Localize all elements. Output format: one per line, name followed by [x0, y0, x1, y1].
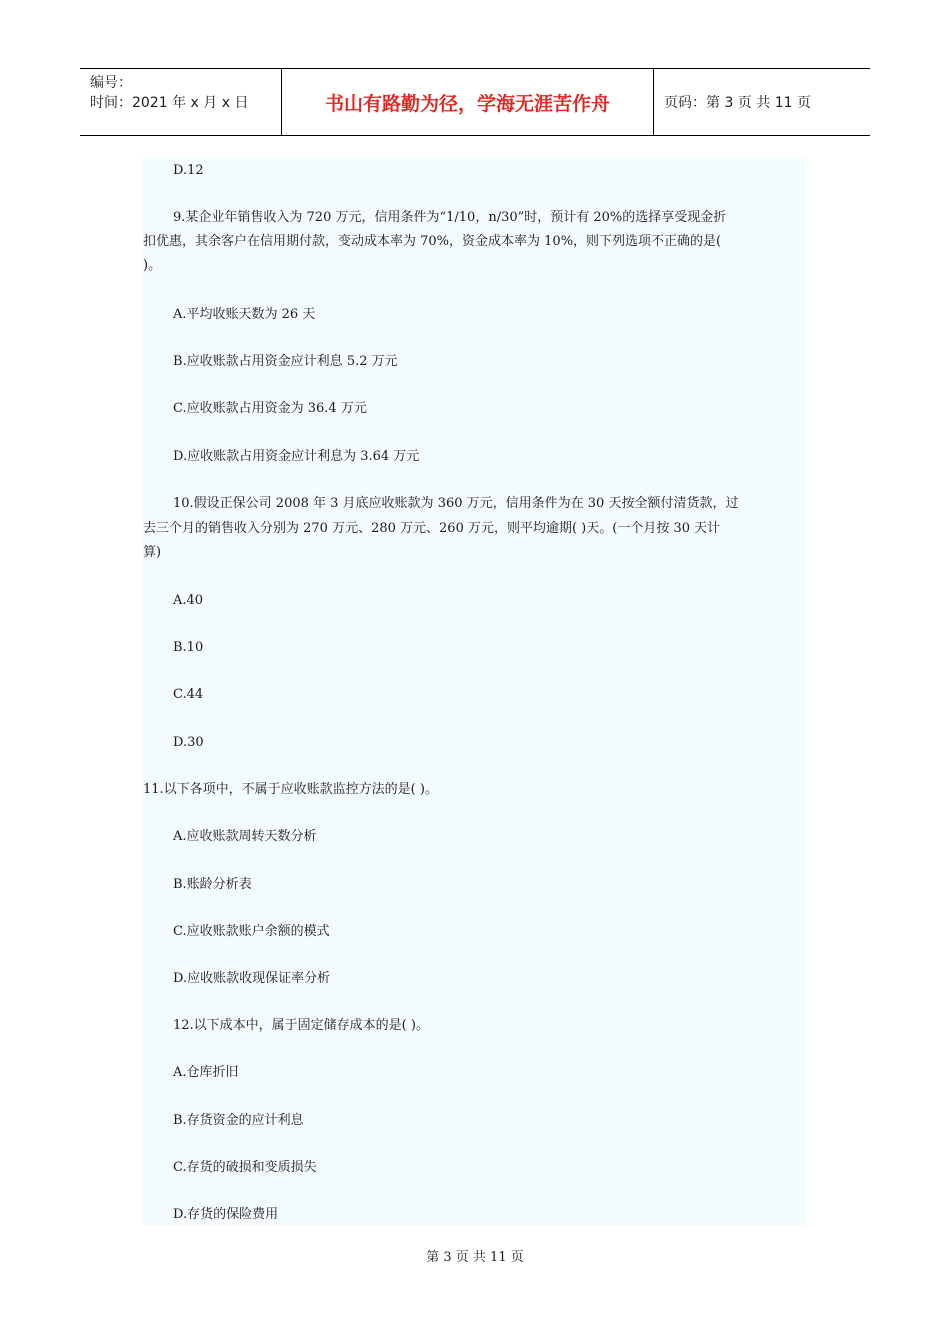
- number-label: 编号：: [90, 75, 132, 91]
- q9-line3: )。: [143, 258, 162, 273]
- q9-line1: 9.某企业年销售收入为 720 万元，信用条件为“1/10，n/30”时，预计有 20%的选择享受现金折: [173, 210, 727, 225]
- q11-option-d: D.应收账款收现保证率分析: [173, 971, 331, 986]
- q10-line2: 去三个月的销售收入分别为 270 万元、280 万元、260 万元，则平均逾期( )天。(一个月按 30 天计: [143, 521, 721, 536]
- q10-option-b: B.10: [173, 640, 204, 655]
- q12-line1: 12.以下成本中，属于固定储存成本的是( )。: [173, 1018, 429, 1033]
- q9-option-a: A.平均收账天数为 26 天: [173, 307, 316, 322]
- q10-line1: 10.假设正保公司 2008 年 3 月底应收账款为 360 万元，信用条件为在 30 天按全额付清货款，过: [173, 496, 739, 511]
- q12-option-c: C.存货的破损和变质损失: [173, 1160, 317, 1175]
- document-body: [143, 157, 806, 1226]
- q11-option-b: B.账龄分析表: [173, 877, 252, 892]
- q9-option-b: B.应收账款占用资金应计利息 5.2 万元: [173, 354, 398, 369]
- q9-option-d: D.应收账款占用资金应计利息为 3.64 万元: [173, 449, 420, 464]
- time-label: 时间：2021 年 x 月 x 日: [90, 95, 249, 111]
- q11-line1: 11.以下各项中，不属于应收账款监控方法的是( )。: [143, 782, 438, 797]
- page-footer: 第 3 页 共 11 页: [426, 1250, 524, 1265]
- q11-option-c: C.应收账款账户余额的模式: [173, 924, 330, 939]
- q10-line3: 算): [143, 545, 162, 560]
- q9-option-c: C.应收账款占用资金为 36.4 万元: [173, 401, 367, 416]
- q12-option-d: D.存货的保险费用: [173, 1207, 279, 1222]
- q10-option-d: D.30: [173, 735, 204, 750]
- header-meta: [80, 69, 282, 135]
- prev-option-d: D.12: [173, 163, 204, 178]
- q12-option-a: A.仓库折旧: [173, 1065, 239, 1080]
- page-header: [80, 68, 870, 136]
- header-motto: 书山有路勤为径，学海无涯苦作舟: [282, 69, 654, 135]
- q10-option-c: C.44: [173, 687, 204, 702]
- header-page-code: 页码：第 3 页 共 11 页: [664, 95, 811, 111]
- q12-option-b: B.存货资金的应计利息: [173, 1113, 304, 1128]
- q11-option-a: A.应收账款周转天数分析: [173, 829, 317, 844]
- q10-option-a: A.40: [173, 593, 204, 608]
- q9-line2: 扣优惠，其余客户在信用期付款，变动成本率为 70%，资金成本率为 10%，则下列选项不正确的是(: [143, 234, 722, 249]
